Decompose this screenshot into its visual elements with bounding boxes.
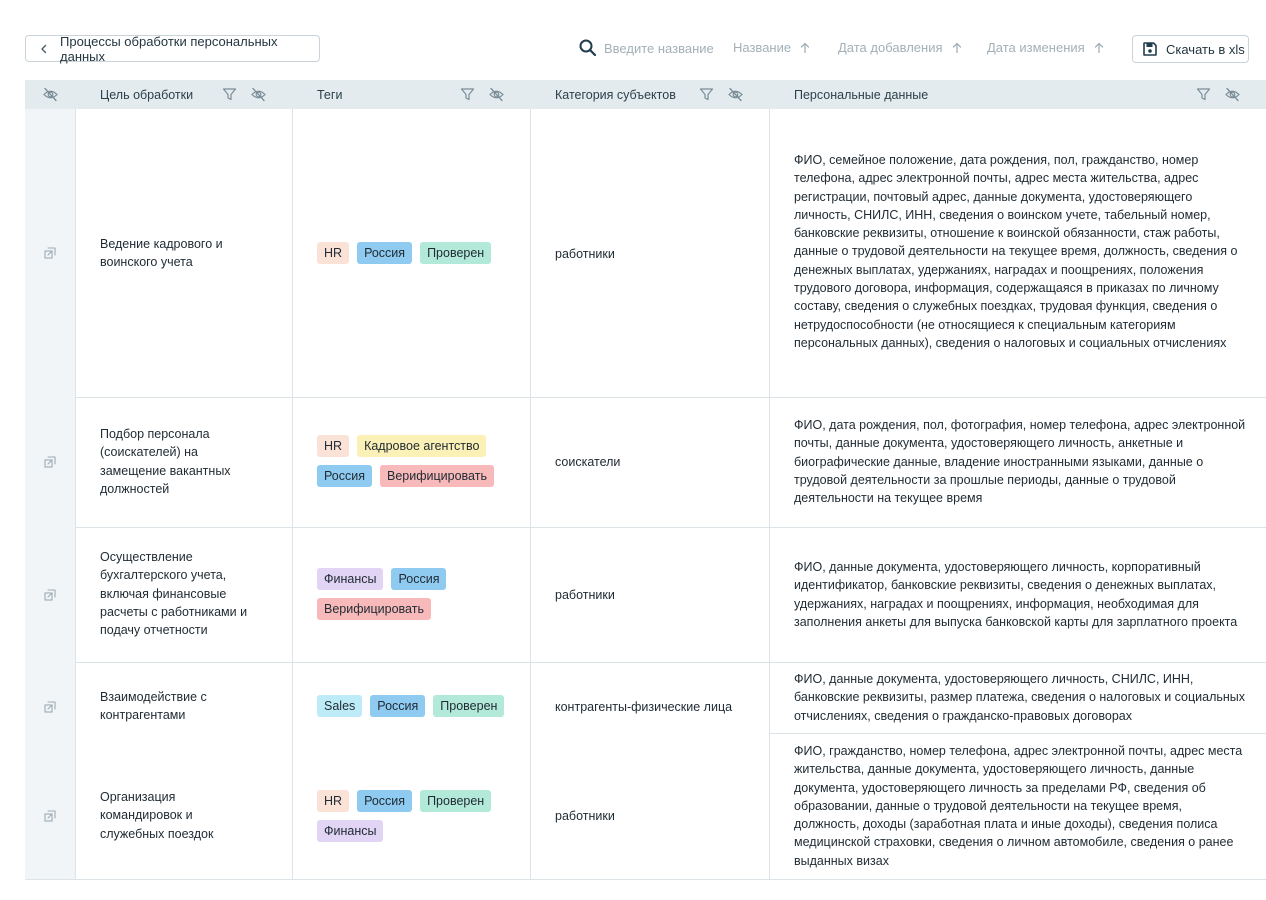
table-row[interactable] [25,397,1266,528]
column-header-purpose[interactable]: Цель обработки [100,87,194,102]
column-divider [292,662,293,752]
tag-badge[interactable]: Проверен [420,790,491,812]
sort-by-name-label: Название [733,40,792,55]
open-record-icon[interactable] [43,455,57,469]
tag-badge[interactable]: Проверен [433,695,504,717]
open-record-icon[interactable] [43,588,57,602]
purpose-cell: Подбор персонала (соискателей) на замещение вакантных должностей [100,427,231,496]
eye-off-icon[interactable] [488,86,505,103]
arrow-up-icon [799,42,811,54]
tag-badge[interactable]: Верифицировать [380,465,494,487]
column-divider [530,397,531,527]
purpose-cell: Организация командировок и служебных поездок [100,790,214,841]
download-xls-label: Скачать в xls [1166,41,1245,57]
subjects-cell: работники [555,247,615,261]
subjects-cell: контрагенты-физические лица [555,700,733,714]
column-divider [530,752,531,879]
column-divider [530,109,531,397]
column-divider [530,662,531,752]
sort-by-added-label: Дата добавления [838,40,943,55]
personal-data-cell: ФИО, семейное положение, дата рождения, пол, гражданство, номер телефона, адрес электронной почты, адрес места жительства, адрес регистрации, почтовый адрес, данные документа, удостоверяющего личность, СНИЛС, ИНН, сведения о воинском учете, табельный номер, банковские реквизиты, отношение к воинской обязанности, стаж работы, данные о трудовой деятельности на текущее время, должность, сведения о денежных выплатах, удержаниях, наградах и поощрениях, положения трудового договора, информация, содержащаяся в приказах по личному составу, сведения о служебных поездках, трудовая функция, сведения о нетрудоспособности (не относящиеся к специальным категориям персональных данных), сведения о налоговых и социальных отчислениях [794,153,1238,350]
personal-data-cell: ФИО, дата рождения, пол, фотография, номер телефона, адрес электронной почты, данные документа, удостоверяющего личность, анкетные и биографические данные, владение иностранными языками, данные о трудовой деятельности за прошлые периоды, данные о трудовой деятельности на текущее время [794,418,1246,506]
chevron-left-icon [38,43,50,55]
tag-badge[interactable]: Россия [357,790,412,812]
eye-off-icon[interactable] [727,86,744,103]
purpose-cell: Ведение кадрового и воинского учета [100,237,223,270]
table-row[interactable] [25,662,1266,752]
table-row[interactable] [25,527,1266,663]
open-record-icon[interactable] [43,809,57,823]
tag-badge[interactable]: Sales [317,695,362,717]
sort-by-name-button[interactable] [733,40,811,55]
search-icon[interactable] [578,38,598,58]
tag-badge[interactable]: Верифицировать [317,598,431,620]
tags-cell [317,790,517,842]
sort-by-changed-label: Дата изменения [987,40,1085,55]
row-divider [770,733,1266,734]
tags-cell [317,242,517,264]
arrow-up-icon [1093,42,1105,54]
column-divider [292,752,293,879]
column-divider [769,109,770,397]
table-header [25,80,1266,109]
tag-badge[interactable]: Россия [391,568,446,590]
filter-icon[interactable] [698,86,715,103]
column-divider [769,527,770,662]
tag-badge[interactable]: Россия [317,465,372,487]
column-header-subjects[interactable]: Категория субъектов [555,87,676,102]
column-divider [769,752,770,879]
column-divider [769,662,770,752]
table-row[interactable] [25,109,1266,398]
toolbar [0,0,1266,80]
column-header-tags[interactable]: Теги [317,87,343,102]
save-icon [1142,41,1158,57]
tags-cell [317,435,517,487]
tag-badge[interactable]: HR [317,435,349,457]
column-divider [769,397,770,527]
download-xls-button[interactable] [1132,35,1249,63]
eye-off-icon[interactable] [42,86,59,103]
arrow-up-icon [951,42,963,54]
subjects-cell: соискатели [555,455,621,469]
filter-icon[interactable] [221,86,238,103]
open-record-icon[interactable] [43,700,57,714]
search-box [578,38,724,58]
subjects-cell: работники [555,588,615,602]
tag-badge[interactable]: HR [317,790,349,812]
tag-badge[interactable]: Финансы [317,820,383,842]
column-divider [530,527,531,662]
eye-off-icon[interactable] [1224,86,1241,103]
purpose-cell: Взаимодействие с контрагентами [100,690,207,723]
personal-data-cell: ФИО, данные документа, удостоверяющего личность, корпоративный идентификатор, банковские реквизиты, сведения о денежных выплатах, удержаниях, наградах и поощрениях, информация, необходимая для заполнения анкеты для выпуска банковской карты для зарплатного проекта [794,560,1238,629]
personal-data-cell: ФИО, данные документа, удостоверяющего личность, СНИЛС, ИНН, банковские реквизиты, размер платежа, сведения о налоговых и социальных отчислениях, сведения о гражданско-правовых договорах [794,672,1246,723]
tag-badge[interactable]: Финансы [317,568,383,590]
column-divider [292,109,293,397]
column-divider [292,527,293,662]
search-input[interactable] [604,41,724,56]
tags-cell [317,568,517,620]
filter-icon[interactable] [459,86,476,103]
back-button[interactable] [25,35,320,62]
tag-badge[interactable]: Проверен [420,242,491,264]
tag-badge[interactable]: Кадровое агентство [357,435,486,457]
subjects-cell: работники [555,809,615,823]
column-header-personal-data[interactable]: Персональные данные [794,87,929,102]
personal-data-cell: ФИО, гражданство, номер телефона, адрес электронной почты, адрес места жительства, данные документа, удостоверяющего личность, данные документа, удостоверяющего личность за пределами РФ, сведения об образовании, данные о трудовой деятельности на текущее время, должность, доходы (заработная плата и иные доходы), сведения полиса медицинской страховки, сведения о личном автомобиле, сведения о ранее выданных визах [794,744,1243,868]
sort-by-added-button[interactable] [838,40,963,55]
tag-badge[interactable]: HR [317,242,349,264]
open-record-icon[interactable] [43,246,57,260]
filter-icon[interactable] [1195,86,1212,103]
back-button-label: Процессы обработки персональных данных [60,33,278,64]
sort-by-changed-button[interactable] [987,40,1105,55]
eye-off-icon[interactable] [250,86,267,103]
table-row[interactable] [25,744,1266,880]
tag-badge[interactable]: Россия [357,242,412,264]
purpose-cell: Осуществление бухгалтерского учета, включая финансовые расчеты с работниками и подачу отчетности [100,550,248,638]
column-divider [292,397,293,527]
tags-cell [317,695,517,717]
tag-badge[interactable]: Россия [370,695,425,717]
